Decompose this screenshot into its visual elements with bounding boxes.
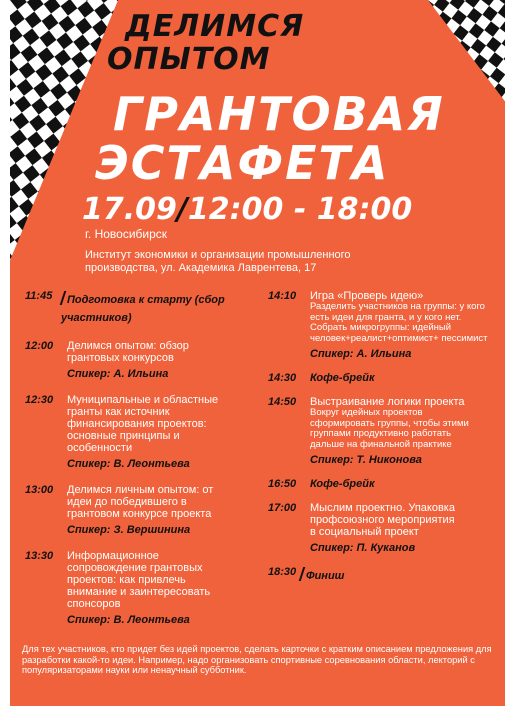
event-address: Институт экономики и организации промышленного производства, ул. Академика Лаврентева, 17 [85, 249, 351, 274]
schedule-time: 18:30 [268, 566, 297, 578]
schedule-item [25, 550, 270, 626]
schedule-title: Выстраивание логики проекта [310, 396, 465, 408]
schedule-left [25, 290, 270, 636]
subtitle: ДЕЛИМСЯ ОПЫТОМ [107, 9, 305, 77]
schedule-title: Кофе-брейк [310, 478, 375, 490]
event-datetime [82, 192, 412, 227]
schedule-speaker: Спикер: А. Ильина [67, 368, 169, 380]
schedule-item [268, 290, 498, 360]
event-date: 17.09 [82, 192, 177, 227]
schedule-title: Кофе-брейк [310, 372, 375, 384]
schedule-speaker: Спикер: Т. Никонова [310, 454, 422, 466]
schedule-title: Игра «Проверь идею» [310, 290, 424, 302]
schedule-title: Делимся личным опытом: от идеи до победившего в грантовом конкурсе проекта [67, 484, 214, 520]
schedule-speaker: Спикер: В. Леонтьева [67, 458, 190, 470]
event-city: г. Новосибирск [85, 227, 168, 241]
schedule-item [25, 290, 270, 326]
schedule-time: 16:50 [268, 478, 297, 490]
schedule-speaker: Спикер: А. Ильина [310, 348, 412, 360]
schedule-time: 17:00 [268, 502, 297, 514]
schedule-item [268, 502, 498, 554]
schedule-speaker: Спикер: В. Леонтьева [67, 614, 190, 626]
schedule-time: 13:30 [25, 550, 54, 562]
schedule-item [25, 340, 270, 380]
schedule-time: 14:50 [268, 396, 297, 408]
schedule-item [268, 566, 498, 584]
poster [10, 0, 505, 706]
event-time: 12:00 - 18:00 [187, 192, 413, 227]
schedule-title: Финиш [306, 570, 345, 582]
schedule-title: Муниципальные и областные гранты как источник финансирования проектов: основные принципы и особенности [67, 394, 219, 454]
event-title: ГРАНТОВАЯ ЭСТАФЕТА [95, 87, 445, 190]
date-separator: / [176, 192, 188, 227]
schedule-time: 12:00 [25, 340, 54, 352]
schedule-title: Мыслим проектно. Упаковка профсоюзного мероприятия в социальный проект [310, 502, 455, 538]
slash-mark [299, 567, 306, 581]
schedule-description: Вокруг идейных проектов сформировать группы, чтобы этими группами продуктивно работать дальше на финальной практике [310, 407, 469, 450]
slash-mark [60, 291, 67, 305]
schedule-title: Делимся опытом: обзор грантовых конкурсов [67, 340, 189, 364]
schedule-item [268, 478, 498, 490]
schedule-description: Разделить участников на группы: у кого есть идеи для гранта, и у кого нет. Собрать микрогруппы: идейный человек+реалист+оптимист+ пессимист [310, 301, 488, 344]
schedule-item [268, 396, 498, 466]
schedule-title: Информационное сопровождение грантовых проектов: как привлечь внимание и заинтересовать спонсоров [67, 550, 211, 610]
schedule-item [268, 372, 498, 384]
schedule-time: 13:00 [25, 484, 54, 496]
schedule-time: 14:10 [268, 290, 297, 302]
schedule-title: Подготовка к старту (сбор участников) [61, 294, 225, 324]
footer-note: Для тех участников, кто придет без идей проектов, сделать карточки с кратким описанием предложения для разработки какой-то идеи. Например, надо организовать спортивные соревнования области, лекторий с популяризаторами науки или ненаучный субботник. [22, 644, 492, 676]
schedule-speaker: Спикер: П. Куканов [310, 542, 416, 554]
schedule-item [25, 484, 270, 536]
schedule-right [268, 290, 498, 594]
schedule-speaker: Спикер: З. Вершинина [67, 524, 191, 536]
schedule-time: 14:30 [268, 372, 297, 384]
schedule-time: 12:30 [25, 394, 54, 406]
schedule-item [25, 394, 270, 470]
schedule-time: 11:45 [25, 290, 53, 302]
